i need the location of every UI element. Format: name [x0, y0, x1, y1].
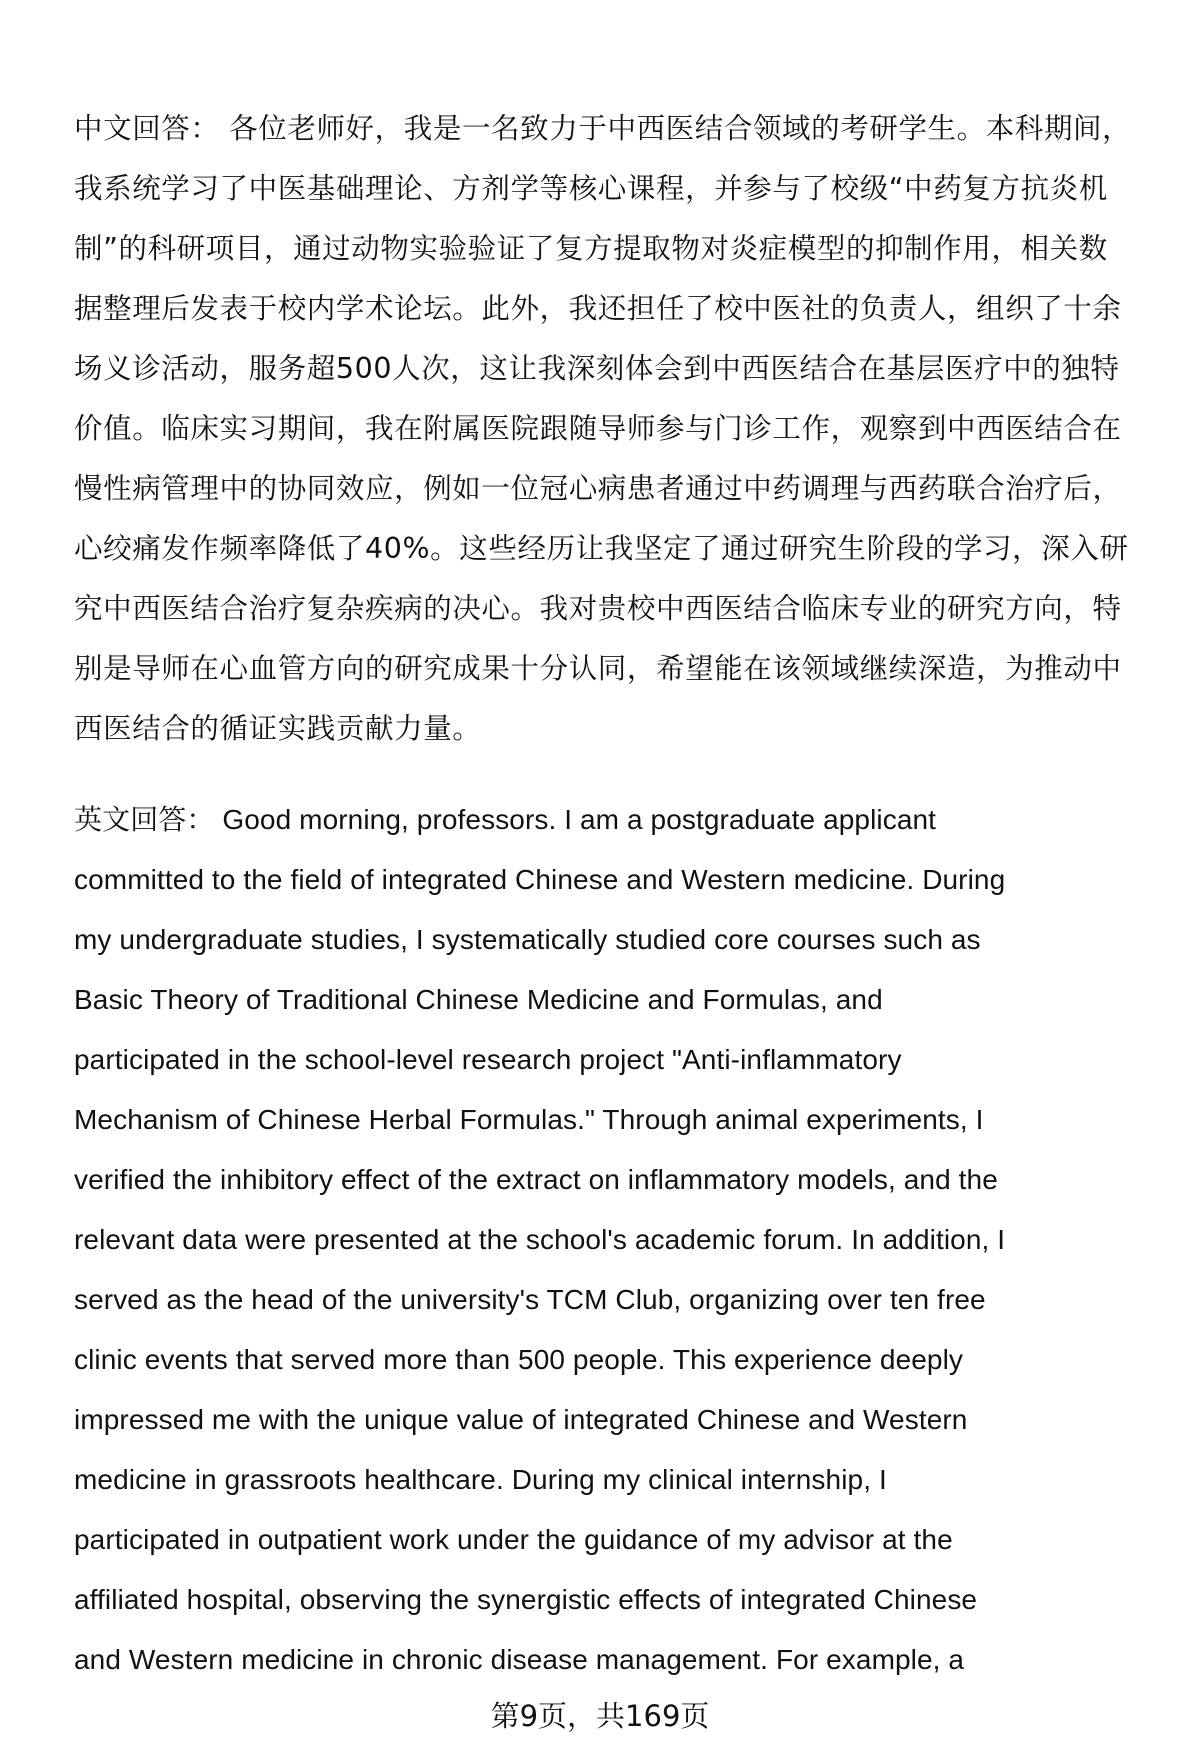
text-line: 制”的科研项目，通过动物实验验证了复方提取物对炎症模型的抑制作用，相关数 [74, 232, 1108, 265]
text-line: participated in outpatient work under the guidance of my advisor at the [74, 1524, 953, 1555]
text-line: affiliated hospital, observing the synergistic effects of integrated Chinese [74, 1584, 978, 1615]
text-line: medicine in grassroots healthcare. During my clinical internship, I [74, 1464, 887, 1495]
text-line: 价值。临床实习期间，我在附属医院跟随导师参与门诊工作，观察到中西医结合在 [74, 412, 1122, 445]
text-line: clinic events that served more than 500 people. This experience deeply [74, 1344, 964, 1375]
text-line: 别是导师在心血管方向的研究成果十分认同，希望能在该领域继续深造，为推动中 [74, 652, 1122, 685]
text-line: verified the inhibitory effect of the extract on inflammatory models, and the [74, 1164, 998, 1195]
text-line: 究中西医结合治疗复杂疾病的决心。我对贵校中西医结合临床专业的研究方向，特 [74, 592, 1122, 625]
text-line: 西医结合的循证实践贡献力量。 [74, 712, 482, 745]
text-line: served as the head of the university's TCM Club, organizing over ten free [74, 1284, 986, 1315]
text-line: 据整理后发表于校内学术论坛。此外，我还担任了校中医社的负责人，组织了十余 [74, 292, 1122, 325]
text-line: participated in the school-level research project "Anti-inflammatory [74, 1044, 902, 1075]
text-line: 英文回答： Good morning, professors. I am a postgraduate applicant [74, 804, 937, 835]
text-line: 慢性病管理中的协同效应，例如一位冠心病患者通过中药调理与西药联合治疗后， [74, 472, 1122, 505]
text-line: committed to the field of integrated Chinese and Western medicine. During [74, 864, 1006, 895]
english-answer-paragraph [74, 790, 1154, 1690]
text-line: 场义诊活动，服务超500人次，这让我深刻体会到中西医结合在基层医疗中的独特 [74, 352, 1120, 385]
text-line: impressed me with the unique value of integrated Chinese and Western [74, 1404, 968, 1435]
text-line: my undergraduate studies, I systematically studied core courses such as [74, 924, 981, 955]
text-line: Basic Theory of Traditional Chinese Medicine and Formulas, and [74, 984, 883, 1015]
text-line: 心绞痛发作频率降低了40%。这些经历让我坚定了通过研究生阶段的学习，深入研 [74, 532, 1129, 565]
chinese-answer-paragraph [74, 99, 1154, 759]
page-number: 第9页，共169页 [490, 1699, 710, 1733]
text-line: 我系统学习了中医基础理论、方剂学等核心课程，并参与了校级“中药复方抗炎机 [74, 172, 1108, 205]
text-line: Mechanism of Chinese Herbal Formulas." Through animal experiments, I [74, 1104, 984, 1135]
text-line: relevant data were presented at the school's academic forum. In addition, I [74, 1224, 1006, 1255]
text-line: and Western medicine in chronic disease management. For example, a [74, 1644, 965, 1675]
text-line: 中文回答： 各位老师好，我是一名致力于中西医结合领域的考研学生。本科期间， [74, 112, 1132, 145]
